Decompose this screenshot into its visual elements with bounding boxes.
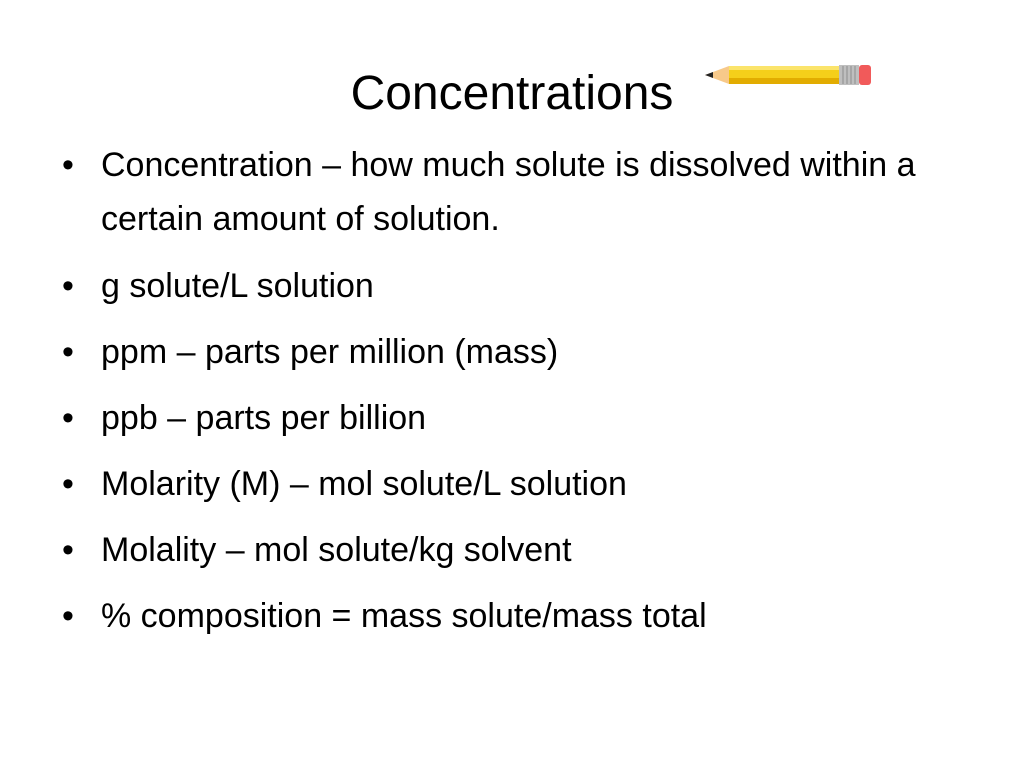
bullet-text: % composition = mass solute/mass total — [101, 597, 707, 635]
bullet-dot: • — [62, 465, 74, 503]
bullet-text: ppm – parts per million (mass) — [101, 333, 559, 371]
list-item — [58, 524, 958, 576]
bullet-text: g solute/L solution — [101, 267, 374, 305]
list-item — [58, 138, 958, 246]
slide-title: Concentrations — [350, 67, 674, 120]
pencil-icon — [705, 64, 873, 86]
bullet-text: Concentration – how much solute is dissolved within a certain amount of solution. — [101, 146, 916, 238]
bullet-dot: • — [62, 267, 74, 305]
bullet-list — [58, 138, 958, 656]
list-item — [58, 590, 958, 642]
bullet-text: Molality – mol solute/kg solvent — [101, 531, 572, 569]
bullet-dot: • — [62, 146, 74, 184]
list-item — [58, 326, 958, 378]
bullet-dot: • — [62, 333, 74, 371]
list-item — [58, 260, 958, 312]
bullet-text: Molarity (M) – mol solute/L solution — [101, 465, 627, 503]
bullet-text: ppb – parts per billion — [101, 399, 427, 437]
list-item — [58, 392, 958, 444]
bullet-dot: • — [62, 399, 74, 437]
list-item — [58, 458, 958, 510]
bullet-dot: • — [62, 531, 74, 569]
bullet-dot: • — [62, 597, 74, 635]
